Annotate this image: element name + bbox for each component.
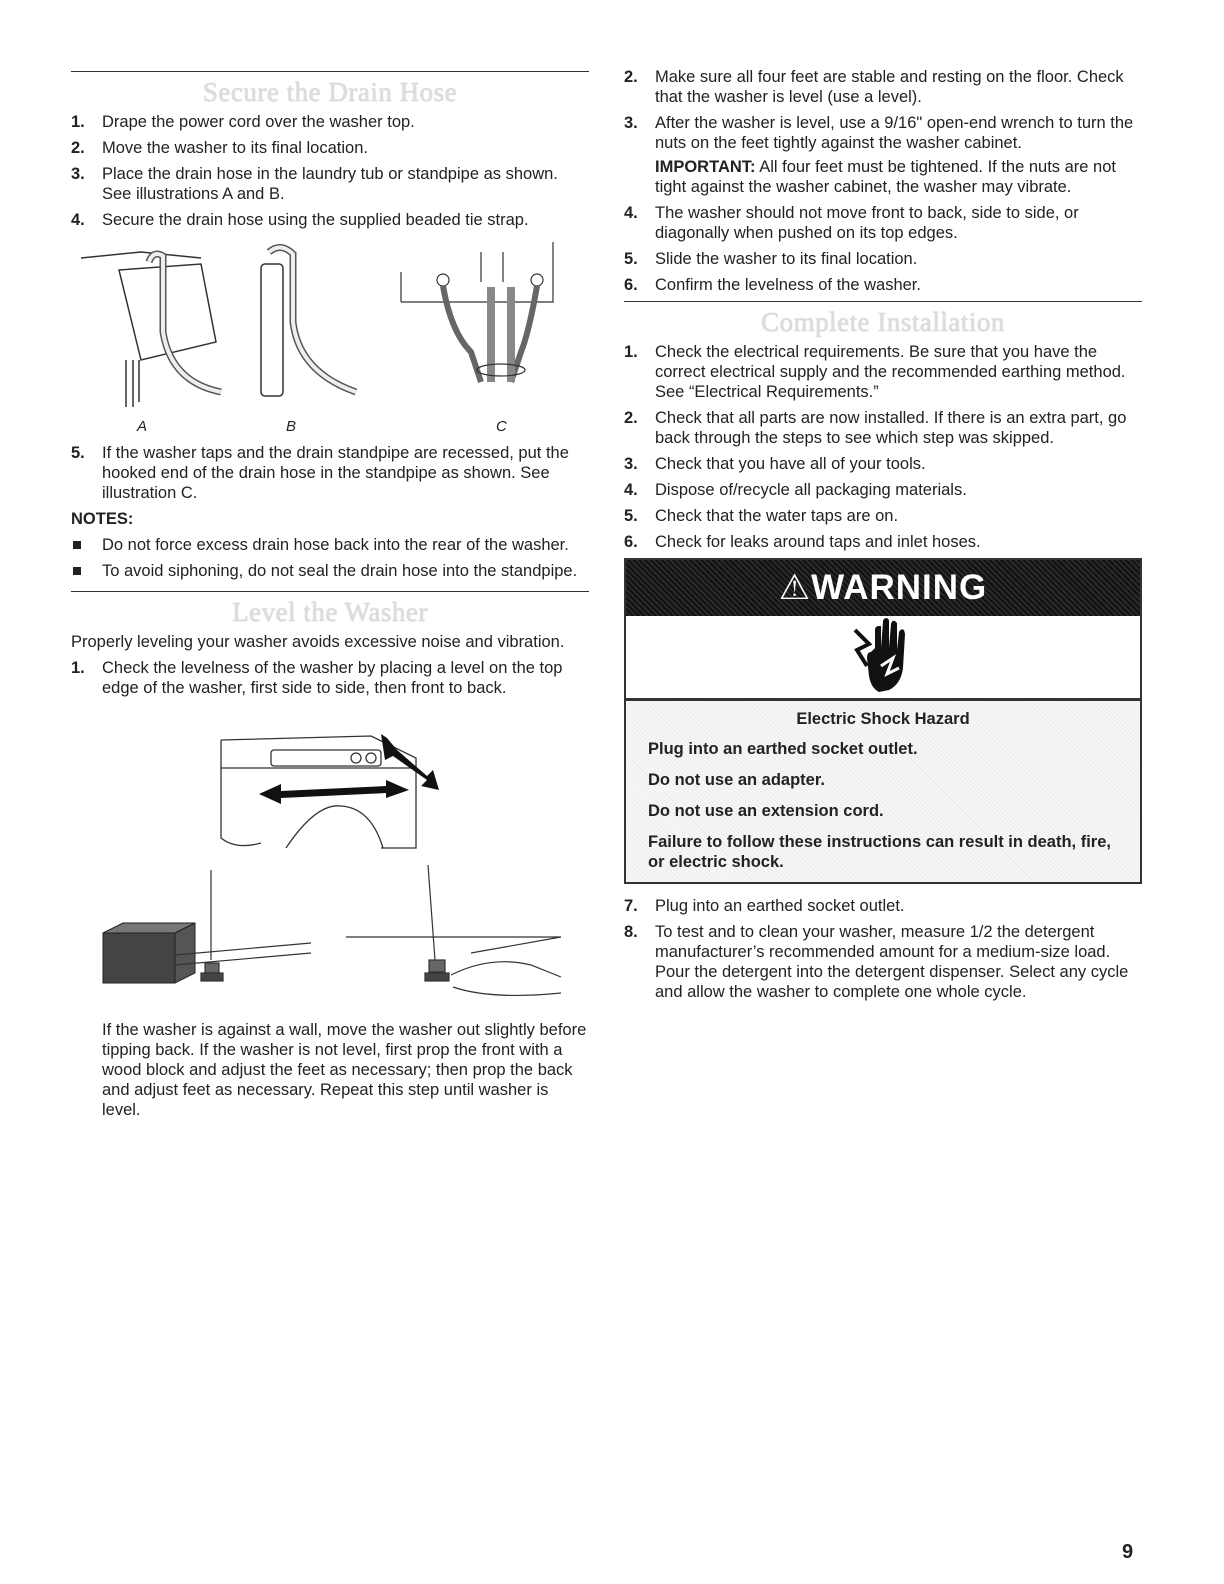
- complete-steps: [624, 342, 1142, 552]
- step-text: Check that the water taps are on.: [655, 507, 899, 525]
- feet-illustration: [71, 865, 589, 1010]
- list-item: [71, 535, 589, 555]
- bullet-icon: [73, 541, 81, 549]
- drain-hose-step-5: [71, 443, 589, 503]
- step-number: 4.: [624, 481, 638, 499]
- drain-hose-illustrations: [71, 242, 589, 417]
- step-text: Dispose of/recycle all packaging materials.: [655, 481, 967, 499]
- step-number: 1.: [71, 113, 85, 131]
- step-text: Check the electrical requirements. Be sure that you have the correct electrical supply and the recommended earthing method. See “Electrical Requirements.”: [655, 343, 1126, 401]
- warning-body: [626, 701, 1140, 882]
- step-text: Check that all parts are now installed. If there is an extra part, go back through the steps to see which step was skipped.: [655, 409, 1127, 447]
- side-arrow: [259, 780, 409, 804]
- warning-box: [624, 558, 1142, 884]
- step-text: Slide the washer to its final location.: [655, 250, 918, 268]
- list-item: [624, 113, 1142, 197]
- step-number: 6.: [624, 276, 638, 294]
- step-text: Plug into an earthed socket outlet.: [655, 897, 905, 915]
- list-item: [71, 443, 589, 503]
- step-text: Move the washer to its final location.: [102, 139, 368, 157]
- warning-icon-area: [626, 616, 1140, 701]
- important-label: IMPORTANT:: [655, 158, 756, 176]
- list-item: [624, 342, 1142, 402]
- list-item: [71, 138, 589, 158]
- step-number: 2.: [71, 139, 85, 157]
- step-number: 3.: [624, 455, 638, 473]
- list-item: [71, 561, 589, 581]
- step-text: To test and to clean your washer, measure 1/2 the detergent manufacturer’s recommended amount for a medium-size load. Pour the detergent into the detergent dispenser. Select any cycle and allow the washer to complete one whole cycle.: [655, 923, 1129, 1001]
- step-text: Confirm the levelness of the washer.: [655, 276, 921, 294]
- step-number: 5.: [624, 250, 638, 268]
- list-item: [624, 454, 1142, 474]
- step-number: 2.: [624, 68, 638, 86]
- list-item: [624, 203, 1142, 243]
- figure-label-c: C: [496, 418, 507, 435]
- step-number: 8.: [624, 923, 638, 941]
- drain-hose-title: Secure the Drain Hose: [202, 77, 458, 107]
- step-number: 1.: [624, 343, 638, 361]
- list-item: [624, 532, 1142, 552]
- section-rule: [71, 591, 589, 592]
- step-text: Check for leaks around taps and inlet hoses.: [655, 533, 981, 551]
- list-item: [624, 408, 1142, 448]
- drain-hose-steps: [71, 112, 589, 230]
- page-number: 9: [1122, 1541, 1134, 1563]
- bullet-icon: [73, 567, 81, 575]
- illustration-a: [81, 252, 221, 407]
- wood-block: [103, 923, 195, 983]
- step-number: 4.: [624, 204, 638, 222]
- note-text: Do not force excess drain hose back into the rear of the washer.: [102, 536, 569, 554]
- level-tip: If the washer is against a wall, move the washer out slightly before tipping back. If the washer is not level, first prop the front with a wood block and adjust the feet as necessary; then prop the back and adjust feet as necessary. Repeat this step until washer is level.: [102, 1021, 587, 1119]
- list-item: [624, 896, 1142, 916]
- illustration-c: [401, 242, 553, 382]
- figure-label-b: B: [286, 418, 297, 435]
- list-item: [71, 112, 589, 132]
- warning-banner: [626, 560, 1140, 616]
- figure-label-a: A: [137, 418, 148, 435]
- step-text: If the washer taps and the drain standpipe are recessed, put the hooked end of the drain hose in the standpipe as shown. See illustration C.: [102, 444, 569, 502]
- hazard-title: Electric Shock Hazard: [796, 710, 970, 728]
- right-column: [624, 0, 1142, 1008]
- illustration-b: [261, 247, 356, 396]
- level-intro: Properly leveling your washer avoids excessive noise and vibration.: [71, 633, 565, 651]
- warning-line: Do not use an adapter.: [648, 771, 825, 789]
- figure-labels: [71, 417, 589, 439]
- warning-line: Plug into an earthed socket outlet.: [648, 740, 918, 758]
- warning-line: Failure to follow these instructions can result in death, fire, or electric shock.: [648, 833, 1111, 871]
- step-number: 5.: [71, 444, 85, 462]
- final-steps: [624, 896, 1142, 1002]
- step-number: 3.: [624, 114, 638, 132]
- step-number: 2.: [624, 409, 638, 427]
- notes-heading: NOTES:: [71, 510, 134, 528]
- warning-banner-text: WARNING: [811, 568, 988, 607]
- washer-level-illustration: [71, 728, 589, 863]
- step-number: 3.: [71, 165, 85, 183]
- list-item: [71, 658, 589, 698]
- list-item: [624, 249, 1142, 269]
- step-text: Drape the power cord over the washer top.: [102, 113, 415, 131]
- list-item: [624, 922, 1142, 1002]
- electric-shock-hand-icon: [845, 618, 925, 696]
- left-column: [71, 0, 589, 1126]
- list-item: [624, 67, 1142, 107]
- list-item: [624, 480, 1142, 500]
- important-text: All four feet must be tightened. If the nuts are not tight against the washer cabinet, the washer may vibrate.: [655, 158, 1116, 196]
- important-note: [655, 157, 1142, 197]
- step-text: The washer should not move front to back, side to side, or diagonally when pushed on its top edges.: [655, 204, 1079, 242]
- step-text: Secure the drain hose using the supplied beaded tie strap.: [102, 211, 529, 229]
- list-item: [71, 164, 589, 204]
- section-rule: [624, 301, 1142, 302]
- step-number: 4.: [71, 211, 85, 229]
- warning-triangle-icon: ⚠: [778, 568, 812, 607]
- complete-installation-title: Complete Installation: [761, 307, 1005, 337]
- step-number: 5.: [624, 507, 638, 525]
- step-text: Check that you have all of your tools.: [655, 455, 926, 473]
- step-text: Place the drain hose in the laundry tub or standpipe as shown. See illustrations A and B.: [102, 165, 558, 203]
- step-text: Check the levelness of the washer by placing a level on the top edge of the washer, first side to side, then front to back.: [102, 659, 563, 697]
- step-number: 1.: [71, 659, 85, 677]
- note-text: To avoid siphoning, do not seal the drain hose into the standpipe.: [102, 562, 578, 580]
- list-item: [71, 210, 589, 230]
- list-item: [624, 506, 1142, 526]
- list-item: [624, 275, 1142, 295]
- step-text: Make sure all four feet are stable and resting on the floor. Check that the washer is level (use a level).: [655, 68, 1124, 106]
- notes-list: [71, 535, 589, 581]
- level-steps-continued: [624, 67, 1142, 295]
- front-arrow: [381, 734, 439, 790]
- step-number: 6.: [624, 533, 638, 551]
- step-text: After the washer is level, use a 9/16" open-end wrench to turn the nuts on the feet tightly against the washer cabinet.: [655, 114, 1134, 152]
- step-number: 7.: [624, 897, 638, 915]
- level-steps: [71, 658, 589, 698]
- level-washer-title: Level the Washer: [232, 597, 428, 627]
- section-rule: [71, 71, 589, 72]
- warning-line: Do not use an extension cord.: [648, 802, 884, 820]
